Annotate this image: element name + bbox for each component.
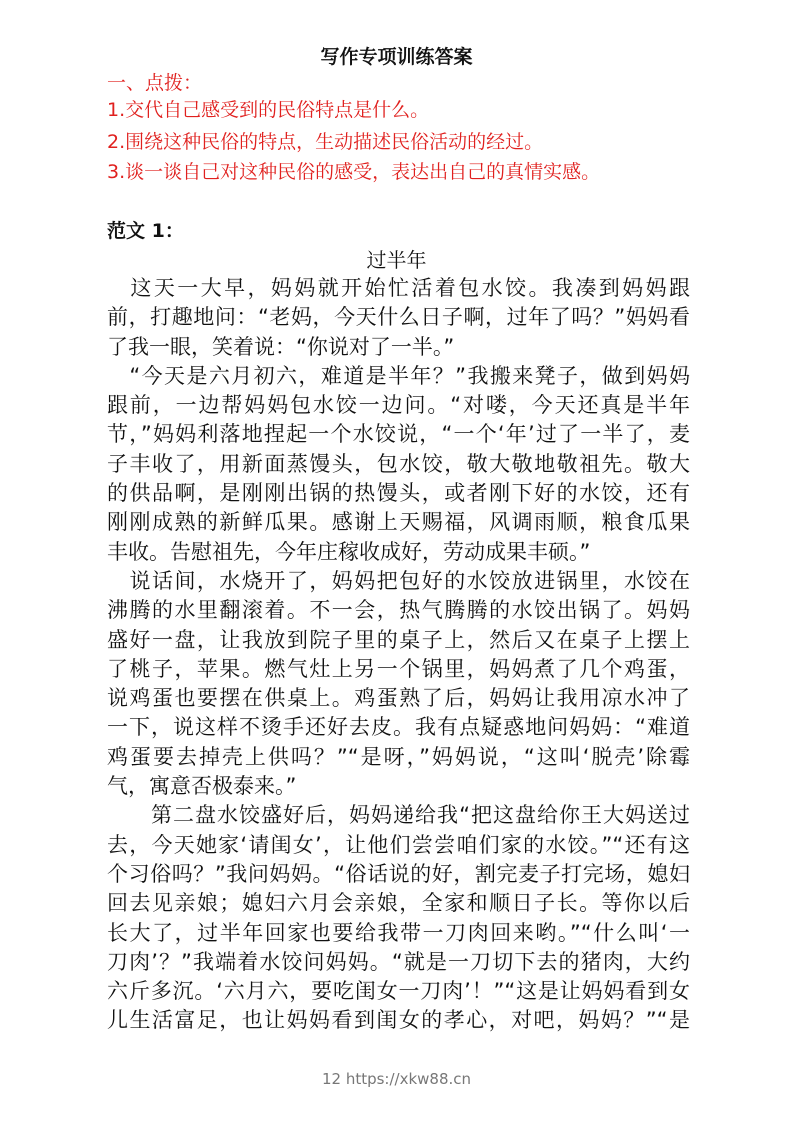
essay-line: 回去见亲娘；媳妇六月会亲娘，全家和顺日子长。等你以后 bbox=[107, 891, 690, 916]
essay-line: 一下，说这样不烫手还好去皮。我有点疑惑地问妈妈：“难道 bbox=[107, 715, 690, 740]
essay-line: 去，今天她家‘请闺女’，让他们尝尝咱们家的水饺。”“还有这 bbox=[107, 832, 690, 857]
essay-line: 丰收。告慰祖先，今年庄稼收成好，劳动成果丰硕。” bbox=[107, 539, 591, 564]
essay-line: 个习俗吗？”我问妈妈。“俗话说的好，割完麦子打完场，媳妇 bbox=[107, 861, 690, 886]
hint-item: 2.围绕这种民俗的特点，生动描述民俗活动的经过。 bbox=[107, 131, 544, 153]
essay-line: 说鸡蛋也要摆在供桌上。鸡蛋熟了后，妈妈让我用凉水冲了 bbox=[107, 686, 690, 711]
essay-line: 节，”妈妈利落地捏起一个水饺说，“一个‘年’过了一半了，麦 bbox=[107, 422, 690, 447]
essay-line: 长大了，过半年回家也要给我带一刀肉回来哟。”“什么叫‘一 bbox=[107, 920, 690, 945]
essay-line: “今天是六月初六，难道是半年？”我搬来凳子，做到妈妈 bbox=[107, 363, 690, 388]
essay-line: 了我一眼，笑着说：“你说对了一半。” bbox=[107, 334, 455, 359]
essay-line: 子丰收了，用新面蒸馒头，包水饺，敬大敬地敬祖先。敬大 bbox=[107, 451, 690, 476]
hint-item: 3.谈一谈自己对这种民俗的感受，表达出自己的真情实感。 bbox=[107, 161, 601, 183]
essay-line: 气，寓意否极泰来。” bbox=[107, 774, 297, 799]
essay-line: 盛好一盘，让我放到院子里的桌子上，然后又在桌子上摆上 bbox=[107, 627, 690, 652]
hints-heading: 一、点拨： bbox=[107, 72, 203, 94]
essay-line: 沸腾的水里翻滚着。不一会，热气腾腾的水饺出锅了。妈妈 bbox=[107, 598, 690, 623]
essay-line: 了桃子，苹果。燃气灶上另一个锅里，妈妈煮了几个鸡蛋， bbox=[107, 656, 690, 681]
essay-line: 跟前，一边帮妈妈包水饺一边问。“对喽，今天还真是半年 bbox=[107, 393, 690, 418]
essay-line: 六斤多沉。‘六月六，要吃闺女一刀肉’！”“这是让妈妈看到女 bbox=[107, 979, 690, 1004]
essay-line: 刚刚成熟的新鲜瓜果。感谢上天赐福，风调雨顺，粮食瓜果 bbox=[107, 510, 690, 535]
essay-line: 说话间，水烧开了，妈妈把包好的水饺放进锅里，水饺在 bbox=[107, 568, 690, 593]
essay-line: 刀肉’？”我端着水饺问妈妈。“就是一刀切下去的猪肉，大约 bbox=[107, 949, 690, 974]
essay-line: 的供品啊，是刚刚出锅的热馒头，或者刚下好的水饺，还有 bbox=[107, 481, 690, 506]
essay-body bbox=[107, 274, 690, 1036]
essay-line: 鸡蛋要去掉壳上供吗？”“是呀，”妈妈说，“这叫‘脱壳’除霉 bbox=[107, 744, 690, 769]
essay-title: 过半年 bbox=[366, 248, 427, 272]
sample-heading: 范文 1： bbox=[107, 220, 184, 242]
essay-line: 前，打趣地问：“老妈，今天什么日子啊，过年了吗？”妈妈看 bbox=[107, 305, 690, 330]
page-footer: 12 https://xkw88.cn bbox=[321, 1070, 472, 1088]
page-title: 写作专项训练答案 bbox=[320, 46, 473, 68]
hint-item: 1.交代自己感受到的民俗特点是什么。 bbox=[107, 99, 430, 121]
essay-line: 第二盘水饺盛好后，妈妈递给我“把这盘给你王大妈送过 bbox=[107, 803, 690, 828]
essay-line: 儿生活富足，也让妈妈看到闺女的孝心，对吧，妈妈？”“是 bbox=[107, 1008, 690, 1033]
essay-line: 这天一大早，妈妈就开始忙活着包水饺。我凑到妈妈跟 bbox=[107, 276, 690, 300]
